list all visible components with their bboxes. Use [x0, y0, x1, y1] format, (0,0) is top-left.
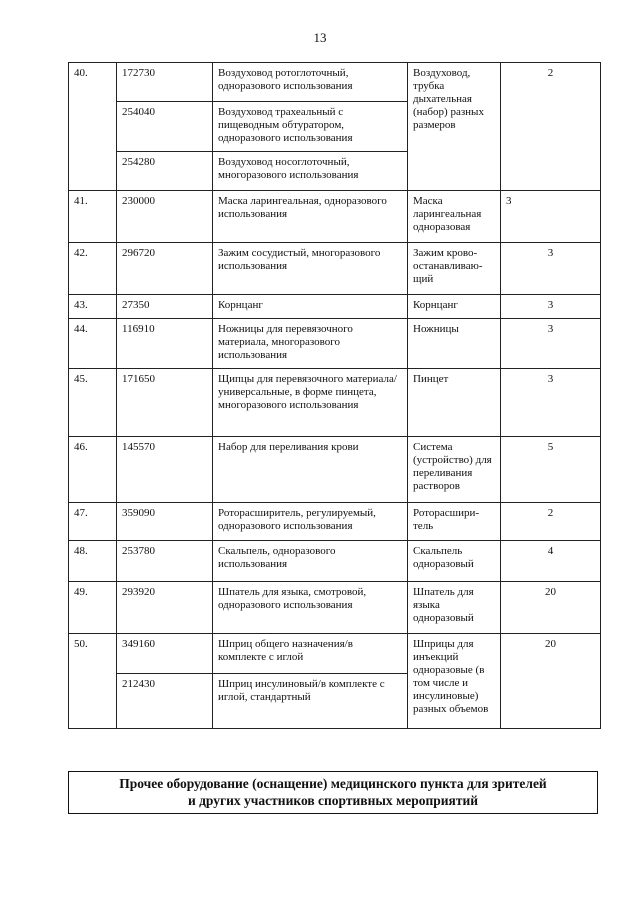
item-name: Шприц общего назначения/в комплекте с иглой	[213, 634, 408, 674]
item-kind: Маска ларингеальная одноразовая	[408, 191, 501, 243]
section-title-line-1: Прочее оборудование (оснащение) медицинского пункта для зрителей	[119, 776, 547, 791]
item-code: 254280	[117, 152, 213, 191]
row-number: 47.	[69, 503, 117, 541]
item-name: Корнцанг	[213, 295, 408, 319]
row-number: 44.	[69, 319, 117, 369]
item-name: Шприц инсулиновый/в комплекте с иглой, стандартный	[213, 674, 408, 729]
item-quantity: 20	[501, 634, 601, 729]
item-name: Роторасширитель, регулируемый, одноразового использования	[213, 503, 408, 541]
table-row-41	[69, 191, 601, 243]
item-code: 230000	[117, 191, 213, 243]
table-row-44	[69, 319, 601, 369]
item-code: 254040	[117, 102, 213, 152]
table-row-43	[69, 295, 601, 319]
row-number: 43.	[69, 295, 117, 319]
item-quantity: 2	[501, 63, 601, 191]
item-kind: Скальпель одноразовый	[408, 541, 501, 582]
item-kind: Шприцы для инъекций одноразовые (в том числе и инсулиновые) разных объемов	[408, 634, 501, 729]
item-quantity: 2	[501, 503, 601, 541]
item-code: 172730	[117, 63, 213, 102]
item-name: Зажим сосудистый, многоразового использования	[213, 243, 408, 295]
item-code: 359090	[117, 503, 213, 541]
item-code: 212430	[117, 674, 213, 729]
table-row-50	[69, 634, 601, 674]
row-number: 49.	[69, 582, 117, 634]
item-code: 27350	[117, 295, 213, 319]
equipment-table	[68, 62, 601, 729]
row-number: 42.	[69, 243, 117, 295]
item-kind: Роторасшири-тель	[408, 503, 501, 541]
item-name: Шпатель для языка, смотровой, одноразового использования	[213, 582, 408, 634]
table-row-40	[69, 63, 601, 102]
page-number: 13	[313, 30, 327, 45]
item-kind: Система (устройство) для переливания растворов	[408, 437, 501, 503]
row-number: 50.	[69, 634, 117, 729]
row-number: 40.	[69, 63, 117, 191]
section-title-line-2: и других участников спортивных мероприятий	[187, 793, 479, 808]
item-name: Воздуховод носоглоточный, многоразового использования	[213, 152, 408, 191]
item-quantity: 3	[501, 369, 601, 437]
table-row-46	[69, 437, 601, 503]
item-quantity: 20	[501, 582, 601, 634]
item-kind: Зажим крово-останавливаю-щий	[408, 243, 501, 295]
table-row-48	[69, 541, 601, 582]
table-row-45	[69, 369, 601, 437]
item-name: Набор для переливания крови	[213, 437, 408, 503]
item-code: 253780	[117, 541, 213, 582]
item-code: 145570	[117, 437, 213, 503]
item-code: 296720	[117, 243, 213, 295]
item-quantity: 3	[501, 295, 601, 319]
item-quantity: 3	[501, 191, 601, 243]
item-code: 293920	[117, 582, 213, 634]
item-quantity: 3	[501, 243, 601, 295]
item-kind: Ножницы	[408, 319, 501, 369]
item-name: Скальпель, одноразового использования	[213, 541, 408, 582]
item-code: 116910	[117, 319, 213, 369]
item-quantity: 4	[501, 541, 601, 582]
row-number: 48.	[69, 541, 117, 582]
item-quantity: 3	[501, 319, 601, 369]
item-name: Щипцы для перевязочного материала/универсальные, в форме пинцета, многоразового использования	[213, 369, 408, 437]
row-number: 41.	[69, 191, 117, 243]
item-kind: Пинцет	[408, 369, 501, 437]
item-kind: Корнцанг	[408, 295, 501, 319]
table-row-42	[69, 243, 601, 295]
item-name: Ножницы для перевязочного материала, многоразового использования	[213, 319, 408, 369]
item-kind: Шпатель для языка одноразовый	[408, 582, 501, 634]
item-code: 171650	[117, 369, 213, 437]
row-number: 46.	[69, 437, 117, 503]
section-title	[68, 771, 598, 814]
item-name: Воздуховод ротоглоточный, одноразового использования	[213, 63, 408, 102]
item-code: 349160	[117, 634, 213, 674]
table-row-47	[69, 503, 601, 541]
table-row-49	[69, 582, 601, 634]
item-kind: Воздуховод, трубка дыхательная (набор) разных размеров	[408, 63, 501, 191]
item-name: Маска ларингеальная, одноразового использования	[213, 191, 408, 243]
item-quantity: 5	[501, 437, 601, 503]
row-number: 45.	[69, 369, 117, 437]
item-name: Воздуховод трахеальный с пищеводным обтуратором, одноразового использования	[213, 102, 408, 152]
